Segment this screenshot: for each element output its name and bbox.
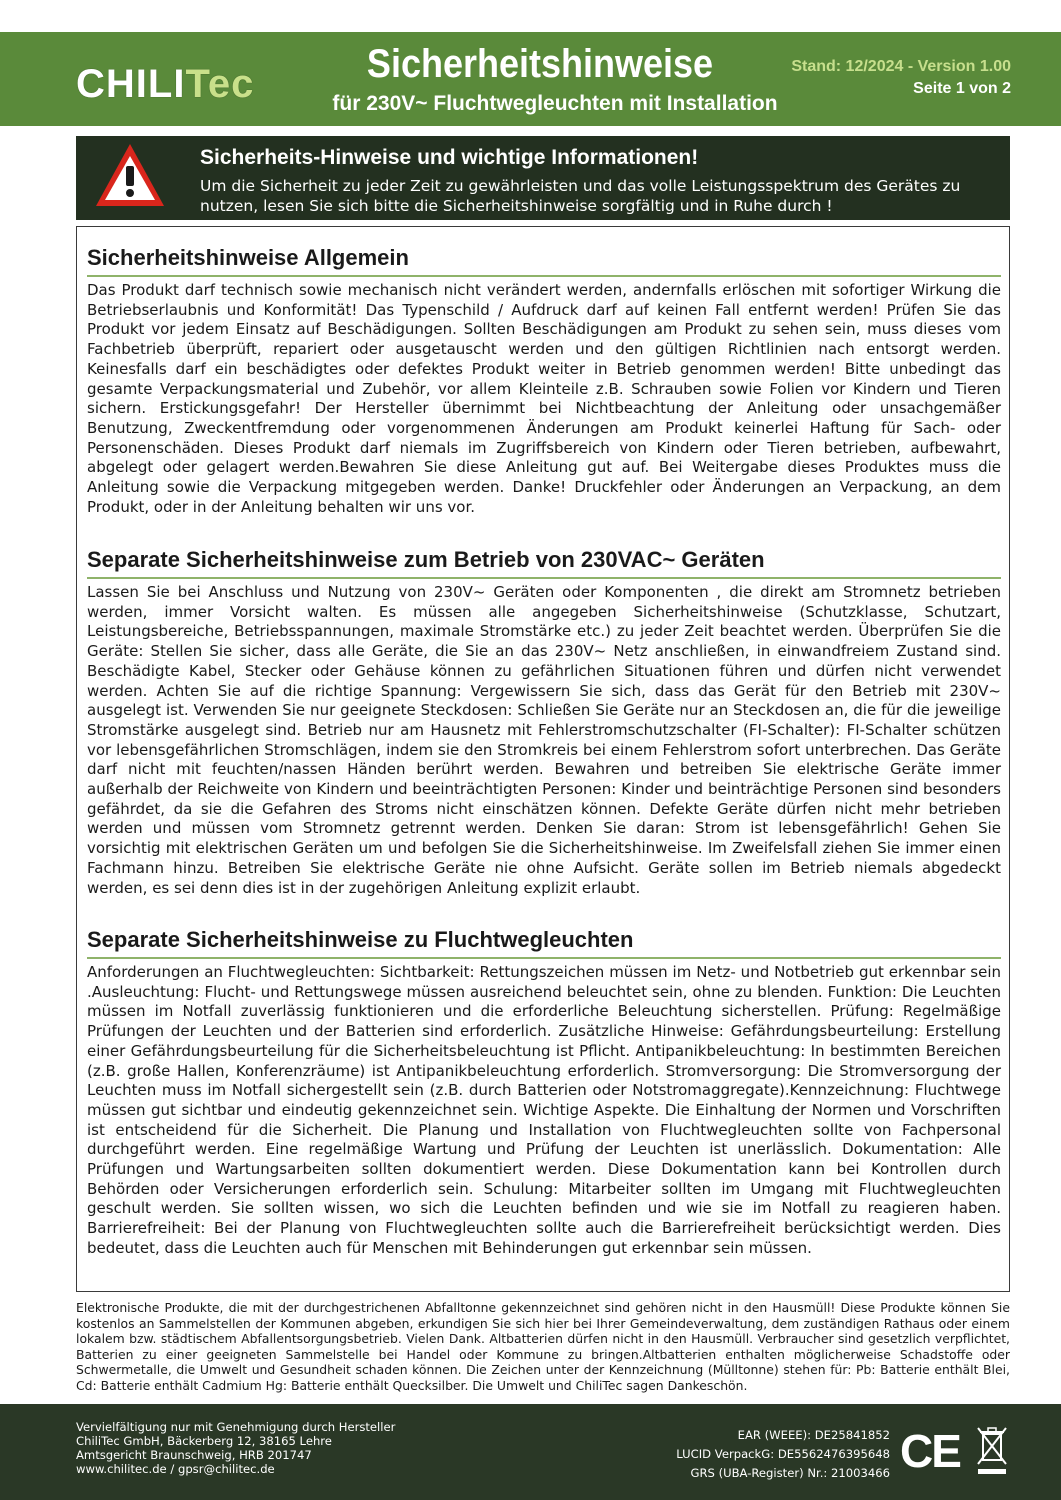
footer-line: Vervielfältigung nur mit Genehmigung durch Hersteller: [76, 1420, 396, 1434]
footer-line: www.chilitec.de / gpsr@chilitec.de: [76, 1462, 275, 1476]
registration-line: LUCID VerpackG: DE5562476395648: [676, 1447, 890, 1461]
registration-line: EAR (WEEE): DE25841852: [737, 1428, 890, 1442]
crossed-out-bin-icon: [974, 1424, 1010, 1476]
warning-triangle-icon: [94, 142, 166, 208]
registration-info: [676, 1426, 890, 1483]
logo-suffix: Tec: [185, 62, 255, 106]
version-info: Stand: 12/2024 - Version 1.00: [791, 58, 1011, 75]
document-title: Sicherheitshinweise: [366, 42, 714, 86]
section-body: Anforderungen an Fluchtwegleuchten: Sichtbarkeit: Rettungszeichen müssen im Netz- und Notbetrieb gut erkennbar sein .Ausleuchtung: Flucht- und Rettungswege müssen ausreichend beleuchtet sein, ohne zu blenden. Funktion: Die Leuchten müssen im Notfall zuverlässig funktionieren und die erforderliche Beleuchtung sicherstellen. Prüfung: Regelmäßige Prüfungen der Leuchten und der Batterien sind erforderlich. Zusätzliche Hinweise: Gefährdungsbeurteilung: Erstellung einer Gefährdungsbeurteilung für die Sicherheitsbeleuchtung ist Pflicht. Antipanikbeleuchtung: In bestimmten Bereichen (z.B. große Hallen, Konferenzräume) ist Antipanikbeleuchtung erforderlich. Stromversorgung: Die Stromversorgung der Leuchten muss im Notfall sichergestellt sein (z.B. durch Batterien oder Notstromaggregate).Kennzeichnung: Fluchtwege müssen gut sichtbar und eindeutig gekennzeichnet sein. Wichtige Aspekte. Die Einhaltung der Normen und Vorschriften ist entscheidend für die Sicherheit. Die Planung und Installation von Fluchtwegleuchten sollte von Fachpersonal durchgeführt werden. Eine regelmäßige Wartung und Prüfung der Leuchten ist unerlässlich. Dokumentation: Alle Prüfungen und Wartungsarbeiten sollten dokumentiert werden. Diese Dokumentation kann bei Kontrollen durch Behörden oder Versicherungen erforderlich sein. Schulung: Mitarbeiter sollten im Umgang mit Fluchtwegleuchten geschult werden. Sie sollten wissen, wo sich die Leuchten befinden und wie sie im Notfall zu reagieren haben. Barrierefreiheit: Bei der Planung von Fluchtwegleuchten sollte auch die Barrierefreiheit berücksichtigt werden. Dies bedeutet, dass die Leuchten auch für Menschen mit Behinderungen gut erkennbar sein müssen.: [87, 963, 1001, 1257]
section-heading: Sicherheitshinweise Allgemein: [87, 243, 1001, 277]
section-body: Lassen Sie bei Anschluss und Nutzung von 230V~ Geräten oder Komponenten , die direkt am Stromnetz betrieben werden, immer Vorsicht walten. Es müssen alle angegeben Sicherheitshinweise (Schutzklasse, Schutzart, Leistungsbereiche, Betriebsspannungen, maximale Stromstärke etc.) zu jeder Zeit beachtet werden. Überprüfen Sie die Geräte: Stellen Sie sicher, dass alle Geräte, die Sie an das 230V~ Netz anschließen, in einwandfreiem Zustand sind. Beschädigte Kabel, Stecker oder Gehäuse können zu gefährlichen Situationen führen und dürfen nicht verwendet werden. Achten Sie auf die richtige Spannung: Vergewissern Sie sich, dass das Gerät für den Betrieb mit 230V~ ausgelegt ist. Verwenden Sie nur geeignete Steckdosen: Schließen Sie Geräte nur an Steckdosen an, die für die jeweilige Stromstärke ausgelegt sind. Betrieb nur am Hausnetz mit Fehlerstromschutzschalter (FI-Schalter): FI-Schalter schützen vor lebensgefährlichen Stromschlägen, indem sie den Stromkreis bei einem Fehlerstrom sofort unterbrechen. Das Geräte darf nicht mit feuchten/nassen Händen berührt werden. Bewahren und betreiben Sie elektrische Geräte immer außerhalb der Reichweite von Kindern und beeinträchtigten Personen: Kinder und beinträchtige Personen sind besonders gefährdet, da sie die Gefahren des Stroms nicht einschätzen können. Defekte Geräte dürfen nicht mehr betrieben werden und müssen vom Stromnetz getrennt werden. Denken Sie daran: Strom ist lebensgefährlich! Gehen Sie vorsichtig mit elektrischen Geräten um und befolgen Sie die Sicherheitshinweise. Im Zweifelsfall ziehen Sie immer einen Fachmann hinzu. Betreiben Sie elektrische Geräte nie ohne Aufsicht. Geräte sollen im Betrieb niemals abgedeckt werden, es sei denn dies ist in der zugehörigen Anleitung explizit erlaubt.: [87, 583, 1001, 897]
section-heading: Separate Sicherheitshinweise zum Betrieb von 230VAC~ Geräten: [87, 545, 1001, 579]
warning-heading: Sicherheits-Hinweise und wichtige Informationen!: [200, 146, 699, 169]
registration-line: GRS (UBA-Register) Nr.: 21003466: [690, 1466, 890, 1480]
page-footer: [0, 1404, 1061, 1500]
section-escape-lights: [87, 925, 1001, 1259]
page-header: [0, 32, 1061, 126]
warning-banner: [76, 136, 1010, 220]
footer-line: Amtsgericht Braunschweig, HRB 201747: [76, 1448, 312, 1462]
section-body: Das Produkt darf technisch sowie mechanisch nicht verändert werden, andernfalls erlöschen mit sofortiger Wirkung die Betriebserlaubnis und Konformität! Das Typenschild / Aufdruck darf auf keinen Fall entfernt werden! Prüfen Sie das Produkt vor jedem Einsatz auf Beschädigungen. Sollten Beschädigungen am Produkt zu sehen sein, muss dieses vom Fachbetrieb überprüft, repariert oder ausgetauscht werden und den gültigen Richtlinien nach entsorgt werden. Keinesfalls darf ein beschädigtes oder defektes Produkt weiter in Betrieb genommen werden! Bitte unbedingt das gesamte Verpackungsmaterial und Zubehör, vor allem Kleinteile z.B. Schrauben sowie Folien vor Kindern und Tieren sichern. Erstickungsgefahr! Der Hersteller übernimmt bei Nichtbeachtung der Anleitung oder unsachgemäßer Benutzung, Zweckentfremdung oder vorgenommenen Änderungen am Produkt keinerlei Haftung für Sach- oder Personenschäden. Dieses Produkt darf niemals im Zugriffsbereich von Kindern oder Tieren betrieben, aufbewahrt, abgelegt oder gelagert werden.Bewahren Sie diese Anleitung gut auf. Bei Weitergabe dieses Produktes muss die Anleitung sowie die Verpackung mitgegeben werden. Danke! Druckfehler oder Änderungen an Verpackung, an dem Produkt, oder in der Anleitung behalten wir uns vor.: [87, 281, 1001, 516]
section-heading: Separate Sicherheitshinweise zu Fluchtwegleuchten: [87, 925, 1001, 959]
section-230vac: [87, 545, 1001, 898]
safety-content: [76, 226, 1010, 1292]
section-general: [87, 243, 1001, 517]
disposal-notice: Elektronische Produkte, die mit der durchgestrichenen Abfalltonne gekennzeichnet sind gehören nicht in den Hausmüll! Diese Produkte können Sie kostenlos an Sammelstellen der Kommunen abgeben, erkundigen Sie sich hier bei Ihrer Gemeindeverwaltung, dem zuständigen Rathaus oder einem lokalem bzw. städtischem Abfallentsorgungsbetrieb. Vielen Dank. Altbatterien dürfen nicht in den Hausmüll. Verbraucher sind gesetzlich verpflichtet, Batterien zu einer geeigneten Sammelstelle bei Handel oder Kommune zu bringen.Altbatterien enthalten möglicherweise Schadstoffe oder Schwermetalle, die Umwelt und Gesundheit schaden können. Die Zeichen unter der Kennzeichnung (Mülltonne) stehen für: Pb: Batterie enthält Blei, Cd: Batterie enthält Cadmium Hg: Batterie enthält Quecksilber. Die Umwelt und ChiliTec sagen Dankeschön.: [76, 1300, 1010, 1393]
warning-text: Um die Sicherheit zu jeder Zeit zu gewährleisten und das volle Leistungsspektrum des Gerätes zu nutzen, lesen Sie sich bitte die Sicherheitshinweise sorgfältig und in Ruhe durch !: [200, 177, 961, 215]
logo-prefix: CHILI: [76, 62, 186, 106]
footer-line: ChiliTec GmbH, Bäckerberg 12, 38165 Lehre: [76, 1434, 332, 1448]
page-number: Seite 1 von 2: [913, 80, 1011, 97]
company-info: [76, 1420, 395, 1476]
document-subtitle: für 230V~ Fluchtwegleuchten mit Installation: [332, 92, 778, 115]
chilitec-logo: [76, 62, 254, 107]
ce-mark-icon: CE: [900, 1425, 960, 1477]
